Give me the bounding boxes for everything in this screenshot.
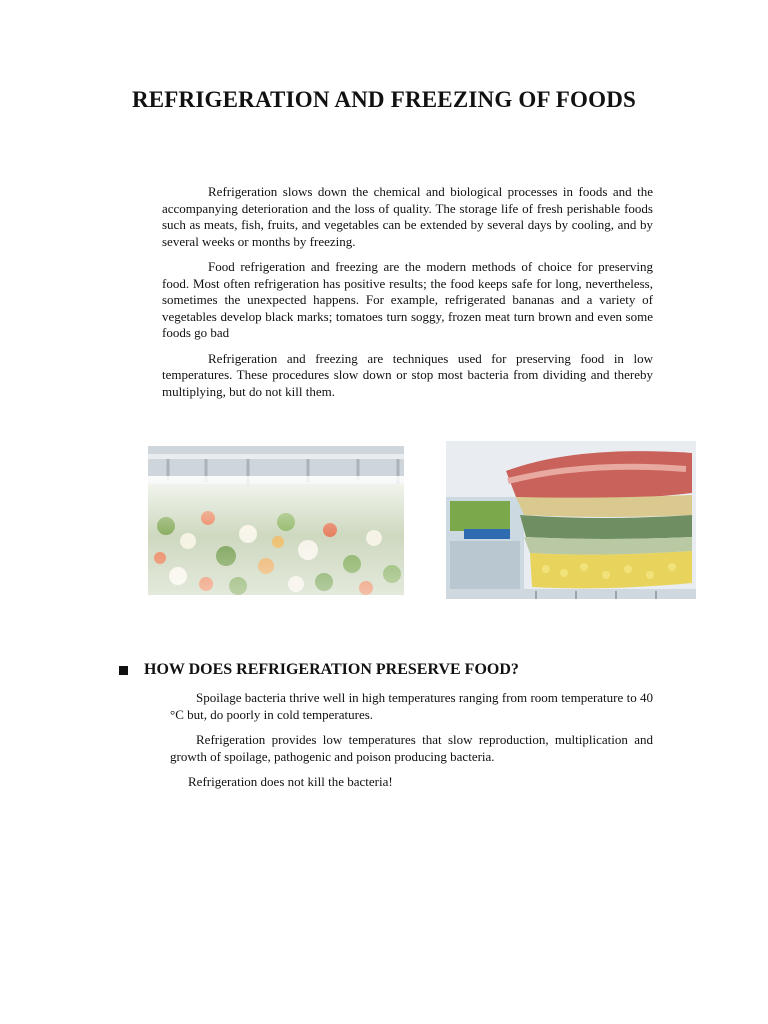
- freezer-bags-photo: [446, 441, 696, 599]
- intro-paragraph-3: Refrigeration and freezing are techniques used for preserving food in low temperatures. These procedures slow down or stop most bacteria from dividing and thereby multiplying, but do not kill them.: [162, 350, 653, 399]
- section-heading-text: HOW DOES REFRIGERATION PRESERVE FOOD?: [144, 661, 519, 678]
- frozen-vegetables-photo: [148, 446, 404, 595]
- square-bullet-icon: [119, 666, 128, 675]
- section-paragraph-2: Refrigeration provides low temperatures that slow reproduction, multiplication and growth of spoilage, pathogenic and poison producing bacteria.: [170, 732, 653, 764]
- section-paragraph-3: Refrigeration does not kill the bacteria!: [188, 774, 393, 789]
- section-paragraph-1: Spoilage bacteria thrive well in high temperatures ranging from room temperature to 40 °C but, do poorly in cold temperatures.: [170, 690, 653, 722]
- intro-paragraph-1: Refrigeration slows down the chemical and biological processes in foods and the accompanying deterioration and the loss of quality. The storage life of fresh perishable foods such as meats, fish, fruits, and vegetables can be extended by several days by cooling, and by several weeks or months by freezing.: [162, 184, 653, 249]
- section-heading: [119, 660, 679, 680]
- page-title: REFRIGERATION AND FREEZING OF FOODS: [131, 87, 637, 112]
- intro-paragraph-2: Food refrigeration and freezing are the modern methods of choice for preserving food. Most often refrigeration has positive results; the food keeps safe for long, nevertheless, sometimes the unexpected happens. For example, refrigerated bananas and a variety of vegetables develop black marks; tomatoes turn soggy, frozen meat turn brown and even some foods go bad: [162, 259, 653, 340]
- intro-section: [162, 184, 653, 409]
- refrigeration-section: [170, 690, 653, 800]
